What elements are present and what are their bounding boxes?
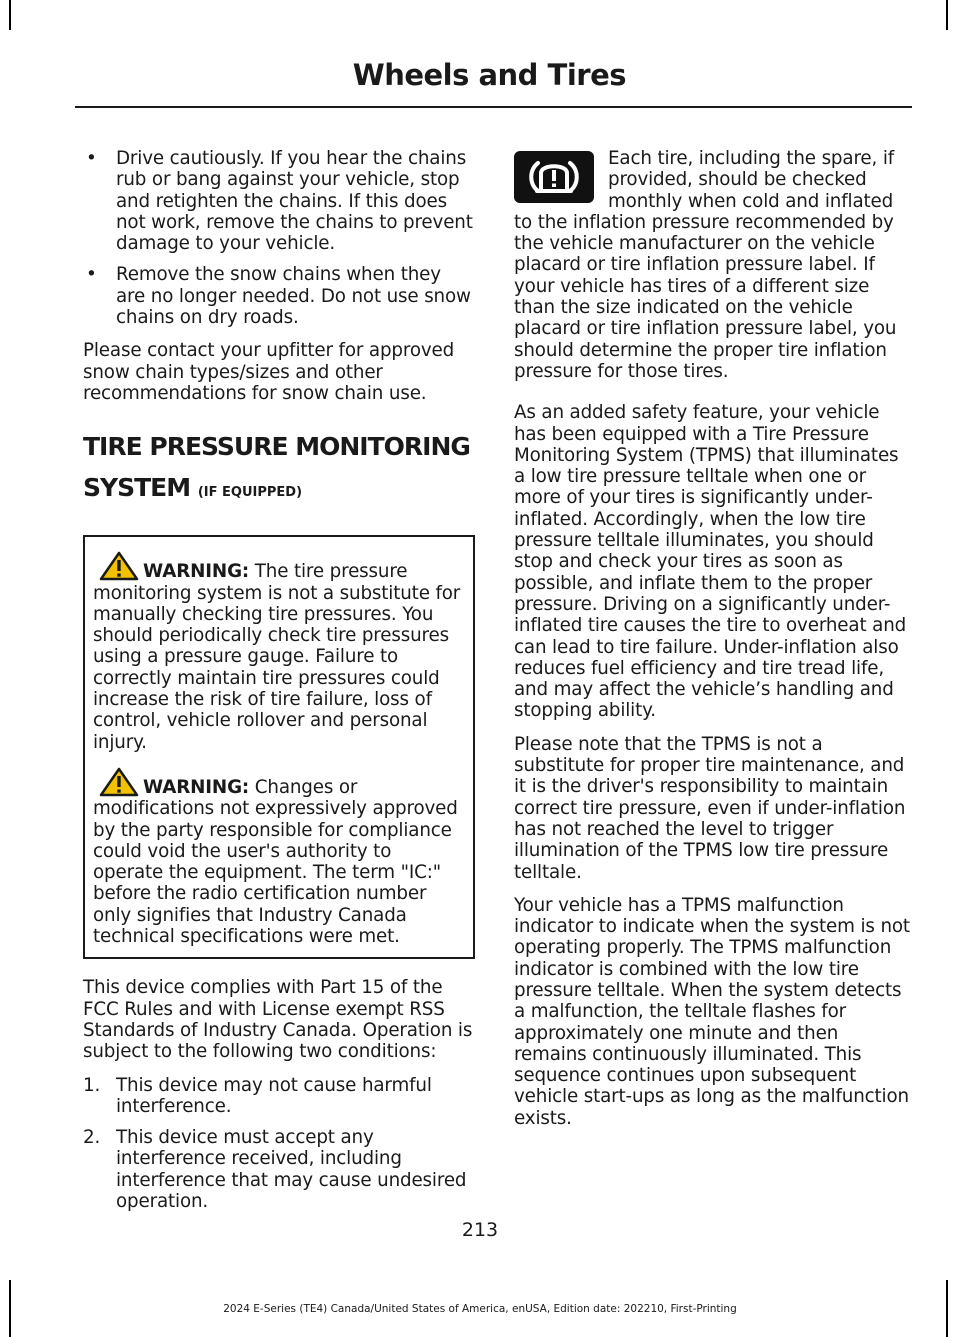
list-item-text: This device must accept any interference received, including interference that may cause undesired operation. bbox=[116, 1127, 467, 1212]
tpms-paragraph: Please note that the TPMS is not a substitute for proper tire maintenance, and it is the driver's responsibility to maintain correct tire pressure, even if under-inflation has not reached the level to trigger illumination of the TPMS low tire pressure telltale. bbox=[514, 733, 906, 883]
tpms-paragraph: Each tire, including the spare, if provided, should be checked monthly when cold and inflated to the inflation pressure recommended by the vehicle manufacturer on the vehicle placard or tire inflation pressure label. If your vehicle has tires of a different size than the size indicated on the vehicle placard or tire inflation pressure label, you should determine the proper tire inflation pressure for those tires. bbox=[514, 148, 897, 382]
list-item: • Remove the snow chains when they are no longer needed. Do not use snow chains on dry roads. bbox=[83, 264, 475, 328]
warning-triangle-icon bbox=[99, 767, 139, 797]
list-item bbox=[83, 1127, 475, 1212]
crop-mark-top-left bbox=[9, 0, 11, 30]
contact-paragraph: Please contact your upfitter for approved snow chain types/sizes and other recommendations for snow chain use. bbox=[83, 340, 455, 404]
left-column bbox=[83, 148, 475, 1222]
list-item bbox=[83, 1075, 475, 1118]
warning-box bbox=[83, 535, 475, 959]
tpms-paragraph: As an added safety feature, your vehicle has been equipped with a Tire Pressure Monitoring System (TPMS) that illuminates a low tire pressure telltale when one or more of your tires is significantly under-inflated. Accordingly, when the low tire pressure telltale illuminates, you should stop and check your tires as soon as possible, and inflate them to the proper pressure. Driving on a significantly under-inflated tire causes the tire to overheat and can lead to tire failure. Under-inflation also reduces fuel efficiency and tire tread life, and may affect the vehicle’s handling and stopping ability. bbox=[514, 402, 907, 722]
warning-label: WARNING: bbox=[143, 561, 250, 583]
list-item-text: This device may not cause harmful interference. bbox=[116, 1074, 432, 1117]
warning-text: Changes or modifications not expressively approved by the party responsible for compliance could void the user's authority to operate the equipment. The term "IC:" before the radio certification number only signifies that Industry Canada technical specifications were met. bbox=[93, 776, 458, 948]
tpms-warning-icon bbox=[514, 151, 594, 203]
warning-label: WARNING: bbox=[143, 776, 250, 798]
list-item-number: 1. bbox=[83, 1074, 101, 1096]
section-heading bbox=[83, 426, 475, 513]
footer-text: 2024 E-Series (TE4) Canada/United States of America, enUSA, Edition date: 202210, First-Printing bbox=[223, 1303, 737, 1315]
header-divider bbox=[75, 106, 912, 108]
conditions-list bbox=[83, 1075, 475, 1213]
snow-chain-bullets bbox=[83, 148, 475, 328]
crop-mark-top-right bbox=[946, 0, 948, 30]
list-item-number: 2. bbox=[83, 1127, 101, 1149]
section-heading-qualifier: (IF EQUIPPED) bbox=[197, 485, 303, 501]
page-number: 213 bbox=[461, 1219, 499, 1241]
tpms-paragraph: Your vehicle has a TPMS malfunction indicator to indicate when the system is not operating properly. The TPMS malfunction indicator is combined with the low tire pressure telltale. When the system detects a malfunction, the telltale flashes for approximately one minute and then remains continuously illuminated. This sequence continues upon subsequent vehicle start-ups as long as the malfunction exists. bbox=[514, 894, 910, 1129]
warning-text: The tire pressure monitoring system is not a substitute for manually checking tire pressures. You should periodically check tire pressures using a pressure gauge. Failure to correctly maintain tire pressures could increase the risk of tire failure, loss of control, vehicle rollover and personal injury. bbox=[93, 561, 461, 753]
list-item: • Drive cautiously. If you hear the chains rub or bang against your vehicle, stop and retighten the chains. If this does not work, remove the chains to prevent damage to your vehicle. bbox=[83, 148, 475, 254]
compliance-paragraph: This device complies with Part 15 of the FCC Rules and with License exempt RSS Standards of Industry Canada. Operation is subject to the following two conditions: bbox=[83, 977, 473, 1063]
warning-triangle-icon bbox=[99, 551, 139, 581]
right-column bbox=[514, 148, 910, 1141]
section-heading-text: TIRE PRESSURE MONITORING SYSTEM bbox=[83, 432, 470, 503]
warning-paragraph bbox=[93, 551, 465, 753]
page-title: Wheels and Tires bbox=[352, 58, 626, 92]
warning-paragraph bbox=[93, 767, 465, 947]
